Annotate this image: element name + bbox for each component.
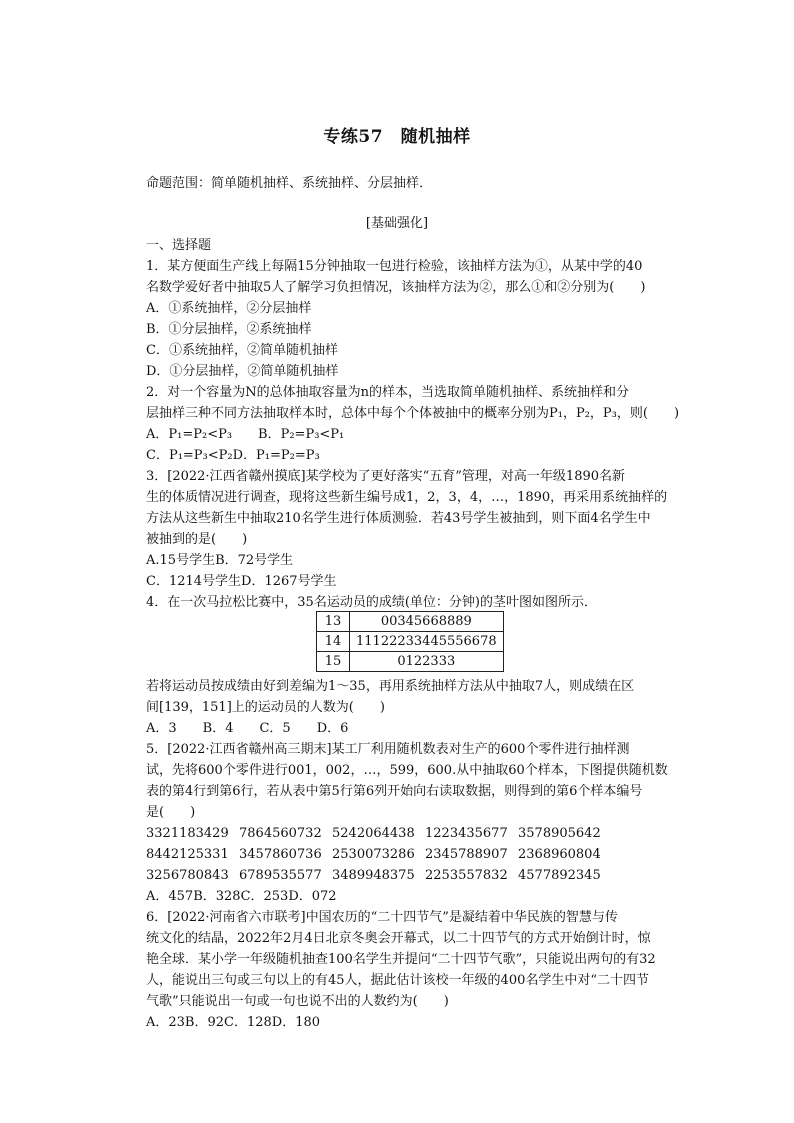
q1-option-b: B．①分层抽样，②系统抽样 <box>146 322 312 337</box>
random-number-cell: 3578905642 <box>518 826 601 841</box>
q6-line-3: 艳全球．某小学一年级随机抽查100名学生并提问“二十四节气歌”，只能说出两句的有32 <box>146 952 656 967</box>
leaf-cell: 11122233445556678 <box>350 632 504 652</box>
q1-option-d: D．①分层抽样，②简单随机抽样 <box>146 364 339 379</box>
part-heading: 一、选择题 <box>146 238 212 253</box>
scope-text: 命题范围：简单随机抽样、系统抽样、分层抽样． <box>146 176 433 191</box>
random-number-row <box>146 824 611 844</box>
random-number-row <box>146 845 611 865</box>
q6-line-2: 统文化的结晶，2022年2月4日北京冬奥会开幕式，以二十四节气的方式开始倒计时，惊 <box>146 931 651 946</box>
random-number-cell: 3256780843 <box>146 868 229 883</box>
random-number-cell: 1223435677 <box>425 826 508 841</box>
random-number-cell: 2253557832 <box>425 868 508 883</box>
random-number-cell: 6789535577 <box>239 868 322 883</box>
random-number-cell: 2530073286 <box>332 847 415 862</box>
q2-line-2: 层抽样三种不同方法抽取样本时，总体中每个个体被抽中的概率分别为P₁，P₂，P₃，则( ) <box>146 406 680 421</box>
random-number-row <box>146 866 611 886</box>
q5-line-2: 试，先将600个零件进行001，002，…，599，600.从中抽取60个样本，下图提供随机数 <box>146 763 668 778</box>
q3-options-cd: C．1214号学生D．1267号学生 <box>146 574 337 589</box>
q4-line-2: 若将运动员按成绩由好到差编为1～35，再用系统抽样方法从中抽取7人，则成绩在区 <box>146 679 635 694</box>
stem-cell: 13 <box>317 612 350 632</box>
q3-line-2: 生的体质情况进行调查，现将这些新生编号成1，2，3，4，…，1890，再采用系统抽样的 <box>146 490 668 505</box>
q4-options: A．3 B．4 C．5 D．6 <box>146 721 349 736</box>
q2-options-cd: C．P₁=P₃<P₂D．P₁=P₂=P₃ <box>146 448 320 463</box>
q6-line-5: 气歌”只能说出一句或一句也说不出的人数约为( ) <box>146 994 449 1009</box>
random-number-cell: 7864560732 <box>239 826 322 841</box>
q3-line-4: 被抽到的是( ) <box>146 532 248 547</box>
q5-line-1: 5．[2022·江西省赣州高三期末]某工厂利用随机数表对生产的600个零件进行抽样测 <box>146 742 630 757</box>
random-number-cell: 3457860736 <box>239 847 322 862</box>
q6-line-4: 人，能说出三句或三句以上的有45人，据此估计该校一年级的400名学生中对“二十四节 <box>146 973 650 988</box>
stem-row <box>317 612 504 632</box>
q5-line-4: 是( ) <box>146 805 196 820</box>
q3-line-1: 3．[2022·江西省赣州摸底]某学校为了更好落实“五育”管理，对高一年级1890名新 <box>146 469 626 484</box>
q4-line-1: 4．在一次马拉松比赛中，35名运动员的成绩(单位：分钟)的茎叶图如图所示． <box>146 595 597 610</box>
q5-options: A．457B．328C．253D．072 <box>146 889 337 904</box>
q1-line-2: 名数学爱好者中抽取5人了解学习负担情况，该抽样方法为②，那么①和②分别为( ) <box>146 280 646 295</box>
q6-options: A．23B．92C．128D．180 <box>146 1015 321 1030</box>
stem-cell: 14 <box>317 632 350 652</box>
stem-cell: 15 <box>317 652 350 672</box>
q4-line-3: 间[139，151]上的运动员的人数为( ) <box>146 700 385 715</box>
q2-line-1: 2．对一个容量为N的总体抽取容量为n的样本，当选取简单随机抽样、系统抽样和分 <box>146 385 630 400</box>
q2-options-ab: A．P₁=P₂<P₃ B．P₂=P₃<P₁ <box>146 427 345 442</box>
random-number-cell: 2368960804 <box>518 847 601 862</box>
random-number-cell: 4577892345 <box>518 868 601 883</box>
leaf-cell: 0122333 <box>350 652 504 672</box>
q5-line-3: 表的第4行到第6行，若从表中第5行第6列开始向右读取数据，则得到的第6个样本编号 <box>146 784 643 799</box>
stem-row <box>317 652 504 672</box>
page-title: 专练57 随机抽样 <box>323 127 471 147</box>
random-number-cell: 8442125331 <box>146 847 229 862</box>
q1-line-1: 1．某方便面生产线上每隔15分钟抽取一包进行检验，该抽样方法为①，从某中学的40 <box>146 259 643 274</box>
section-heading: [基础强化] <box>365 216 429 231</box>
random-number-cell: 3321183429 <box>146 826 229 841</box>
leaf-cell: 00345668889 <box>350 612 504 632</box>
q1-option-c: C．①系统抽样，②简单随机抽样 <box>146 343 338 358</box>
q3-options-ab: A.15号学生B．72号学生 <box>146 553 294 568</box>
stem-row <box>317 632 504 652</box>
random-number-cell: 3489948375 <box>332 868 415 883</box>
q3-line-3: 方法从这些新生中抽取210名学生进行体质测验．若43号学生被抽到，则下面4名学生中 <box>146 511 651 526</box>
random-number-cell: 2345788907 <box>425 847 508 862</box>
q1-option-a: A．①系统抽样，②分层抽样 <box>146 301 312 316</box>
q6-line-1: 6．[2022·河南省六市联考]中国农历的“二十四节气”是凝结着中华民族的智慧与传 <box>146 910 618 925</box>
stem-leaf-table <box>316 611 504 672</box>
random-number-cell: 5242064438 <box>332 826 415 841</box>
